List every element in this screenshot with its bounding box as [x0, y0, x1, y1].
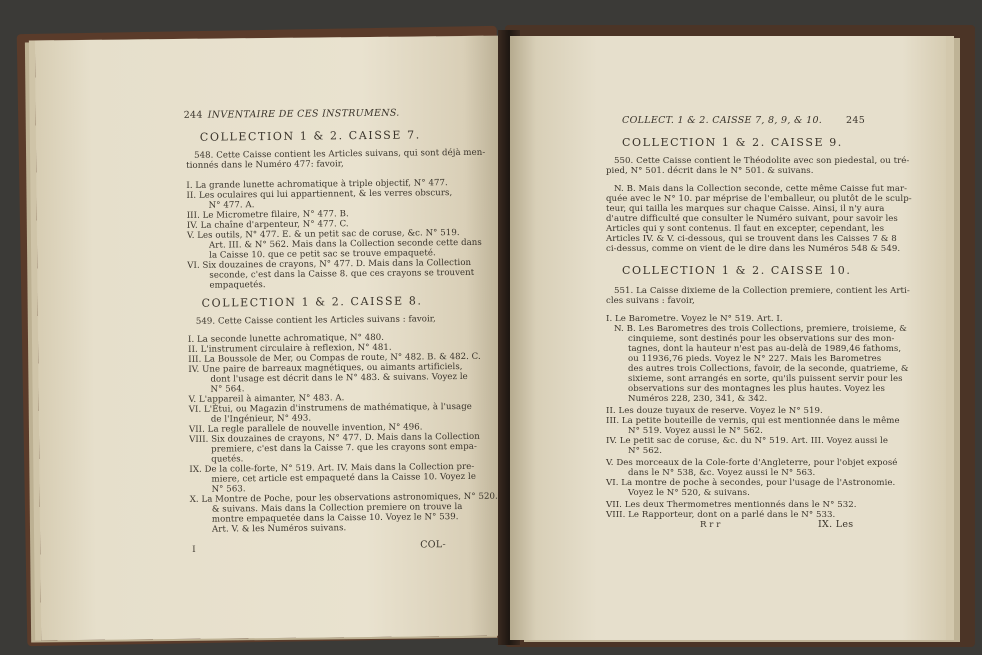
list-item-continuation: N° 563. [211, 484, 246, 495]
list-item-continuation: N° 564. [210, 384, 245, 395]
paragraph-548-line: 548. Cette Caisse contient les Articles suivans, qui sont déjà men- [194, 147, 486, 161]
list-item-continuation: & suivans. Mais dans la Collection premiere on trouve la [211, 502, 463, 515]
paragraph-550-line: 550. Cette Caisse contient le Théodolite avec son piedestal, ou tré- [614, 156, 910, 166]
right-page [510, 36, 946, 640]
list-item-continuation: ou 11936,76 pieds. Voyez le N° 227. Mais les Barometres [628, 354, 882, 364]
list-item-continuation: sixieme, sont arrangés en sorte, qu'ils puissent servir pour les [628, 374, 903, 384]
list-item: VIII. Le Rapporteur, dont on a parlé dans le N° 533. [606, 510, 836, 520]
list-item: VII. Les deux Thermometres mentionnés dans le N° 532. [606, 500, 857, 510]
list-item: VI. La montre de poche à secondes, pour l'usage de l'Astronomie. [606, 478, 896, 488]
paragraph-548-line: tionnés dans le Numéro 477: favoir, [186, 159, 344, 171]
list-item: I. La grande lunette achromatique à triple objectif, N° 477. [186, 178, 448, 191]
list-item-continuation: premiere, c'est dans la Caisse 7. que les crayons sont empa- [211, 441, 477, 455]
list-item-continuation: Voyez le N° 520, & suivans. [628, 488, 750, 498]
list-item: III. La petite bouteille de vernis, qui est mentionnée dans le même [606, 416, 900, 426]
right-page-number: 245 [846, 115, 866, 126]
note-line: quée avec le N° 10. par méprise de l'emballeur, ou plutôt de le sculp- [606, 194, 912, 204]
paragraph-550-line: pied, N° 501. décrit dans le N° 501. & suivans. [606, 166, 814, 176]
list-item-continuation: Art. V. & les Numéros suivans. [211, 523, 347, 535]
list-item: VII. La regle parallele de nouvelle invention, N° 496. [188, 422, 423, 435]
list-item-continuation: N° 519. Voyez aussi le N° 562. [628, 426, 763, 436]
list-item: I. Le Barometre. Voyez le N° 519. Art. I. [606, 314, 783, 324]
catchword: COL- [420, 539, 447, 551]
list-item-continuation: Art. III. & N° 562. Mais dans la Collection seconde cette dans [208, 237, 482, 251]
list-item: N. B. Les Barometres des trois Collections, premiere, troisieme, & [614, 324, 907, 334]
list-item-continuation: N° 477. A. [208, 200, 255, 211]
list-item-continuation: quetés. [211, 454, 244, 465]
list-item: VIII. Six douzaines de crayons, N° 477. D. Mais dans la Collection [189, 431, 480, 445]
list-item: II. Les douze tuyaux de reserve. Voyez le N° 519. [606, 406, 823, 416]
list-item-continuation: dans le N° 538, &c. Voyez aussi le N° 563. [628, 468, 816, 478]
list-item: II. L'instrument circulaire à reflexion, N° 481. [188, 342, 392, 355]
right-running-title: COLLECT. 1 & 2. CAISSE 7, 8, 9, & 10. [622, 115, 823, 126]
note-line: teur, qui tailla les marques sur chaque Caisse. Ainsi, il n'y aura [606, 204, 885, 214]
list-item: V. Les outils, N° 477. E. & un petit sac de coruse, &c. N° 519. [186, 228, 460, 241]
left-running-title: INVENTAIRE DE CES INSTRUMENS. [207, 107, 400, 121]
signature-mark: R r r [700, 520, 721, 530]
paragraph-551-line: cles suivans : favoir, [606, 296, 695, 306]
section-heading-caisse-10: COLLECTION 1 & 2. CAISSE 10. [622, 264, 852, 277]
list-item: IV. La chaîne d'arpenteur, N° 477. C. [186, 219, 349, 231]
list-item: VI. L'Étui, ou Magazin d'instrumens de mathématique, à l'usage [188, 401, 472, 415]
signature-mark: I [192, 544, 196, 555]
paragraph-551-line: 551. La Caisse dixieme de la Collection premiere, contient les Arti- [614, 286, 910, 296]
list-item-continuation: Numéros 228, 230, 341, & 342. [628, 394, 768, 404]
section-heading-caisse-7: COLLECTION 1 & 2. CAISSE 7. [199, 128, 421, 144]
note-line: Articles IV. & V. ci-dessous, qui se trouvent dans les Caisses 7 & 8 [606, 234, 897, 244]
list-item-continuation: montre empaquetée dans la Caisse 10. Voyez le N° 539. [211, 512, 459, 525]
list-item: III. Le Micrometre filaire, N° 477. B. [186, 209, 349, 221]
section-heading-caisse-8: COLLECTION 1 & 2. CAISSE 8. [201, 294, 423, 310]
note-line: Articles qui y sont contenus. Il faut en excepter, cependant, les [606, 224, 885, 234]
note-line: N. B. Mais dans la Collection seconde, cette même Caisse fut mar- [614, 184, 908, 194]
list-item: II. Les oculaires qui lui appartiennent, & les verres obscurs, [186, 188, 453, 201]
list-item-continuation: miere, cet article est empaqueté dans la Caisse 10. Voyez le [211, 471, 477, 485]
section-heading-caisse-9: COLLECTION 1 & 2. CAISSE 9. [622, 136, 843, 149]
list-item-continuation: de l'Ingénieur, N° 493. [210, 413, 312, 425]
list-item-continuation: la Caisse 10. que ce petit sac se trouve empaqueté. [209, 248, 436, 261]
list-item: IV. Le petit sac de coruse, &c. du N° 519. Art. III. Voyez aussi le [606, 436, 888, 446]
paragraph-549-line: 549. Cette Caisse contient les Articles suivans : favoir, [195, 314, 436, 327]
list-item: III. La Boussole de Mer, ou Compas de route, N° 482. B. & 482. C. [188, 351, 481, 365]
list-item: IX. De la colle-forte, N° 519. Art. IV. Mais dans la Collection pre- [189, 461, 475, 475]
left-page-number: 244 [183, 109, 203, 121]
list-item-continuation: dont l'usage est décrit dans le N° 483. & suivans. Voyez le [210, 371, 468, 385]
list-item-continuation: seconde, c'est dans la Caisse 8. que ces crayons se trouvent [209, 267, 475, 281]
left-page [35, 36, 507, 641]
list-item: X. La Montre de Poche, pour les observations astronomiques, N° 520. [189, 491, 498, 505]
list-item: V. L'appareil à aimanter, N° 483. A. [188, 393, 345, 405]
list-item: VI. Six douzaines de crayons, N° 477. D. Mais dans la Collection [187, 257, 472, 271]
list-item-continuation: cinquieme, sont destinés pour les observations sur des mon- [628, 334, 895, 344]
catchword: IX. Les [818, 519, 854, 530]
list-item-continuation: tagnes, dont la hauteur n'est pas au-delà de 1989,46 fathoms, [628, 344, 902, 354]
list-item: I. La seconde lunette achromatique, N° 480. [187, 332, 385, 345]
note-line: d'autre difficulté que consulter le Numéro suivant, pour savoir les [606, 214, 898, 224]
list-item-continuation: empaquetés. [209, 280, 266, 291]
note-line: ci-dessus, comme on vient de le dire dans les Numéros 548 & 549. [606, 244, 901, 254]
list-item: V. Des morceaux de la Cole-forte d'Angleterre, pour l'objet exposé [606, 458, 898, 468]
list-item-continuation: N° 562. [628, 446, 663, 456]
list-item: IV. Une paire de barreaux magnétiques, ou aimants artificiels, [188, 361, 463, 375]
list-item-continuation: observations sur des montagnes les plus hautes. Voyez les [628, 384, 885, 394]
list-item-continuation: des autres trois Collections, favoir, de la seconde, quatrieme, & [628, 364, 909, 374]
